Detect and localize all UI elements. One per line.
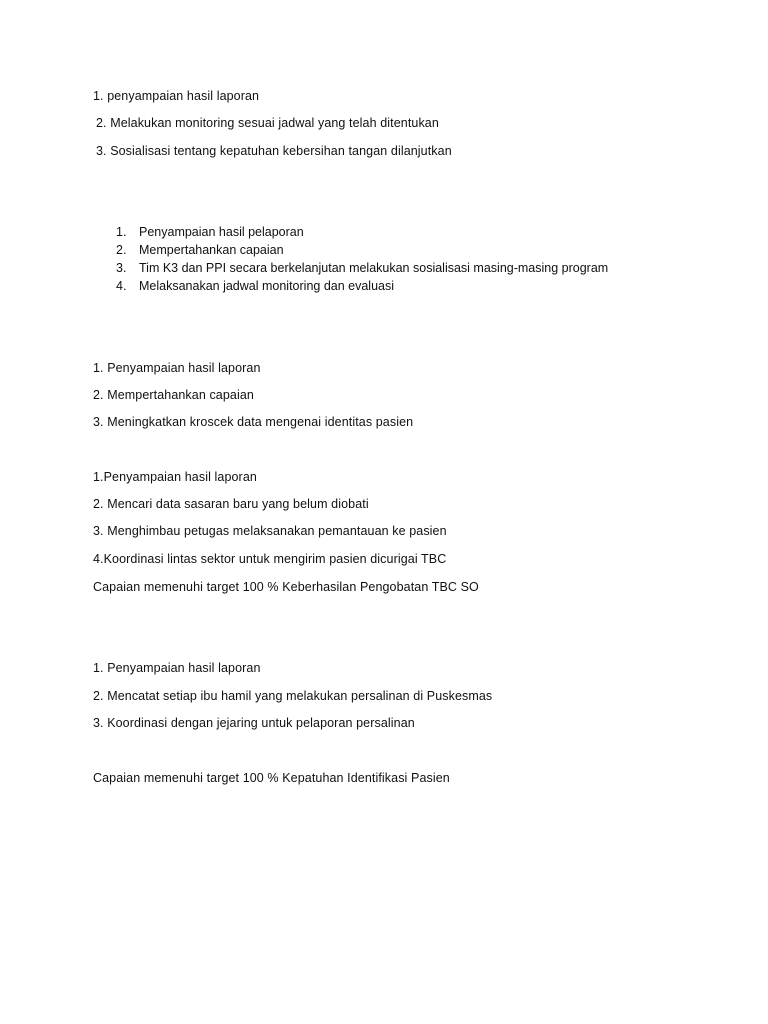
block3-item-2: 2. Mempertahankan capaian xyxy=(93,388,254,402)
block1-item-2: 2. Melakukan monitoring sesuai jadwal yang telah ditentukan xyxy=(96,116,439,130)
block6-achievement: Capaian memenuhi target 100 % Kepatuhan Identifikasi Pasien xyxy=(93,771,450,785)
block5-item-1: 1. Penyampaian hasil laporan xyxy=(93,661,261,675)
block2-item-3-text: Tim K3 dan PPI secara berkelanjutan melakukan sosialisasi masing-masing program xyxy=(139,261,609,275)
block2-item-3-number: 3. xyxy=(116,261,127,275)
block4-item-4: 4.Koordinasi lintas sektor untuk mengirim pasien dicurigai TBC xyxy=(93,552,447,566)
block3-item-1: 1. Penyampaian hasil laporan xyxy=(93,361,261,375)
block2-item-2-text: Mempertahankan capaian xyxy=(139,243,284,257)
block4-achievement: Capaian memenuhi target 100 % Keberhasilan Pengobatan TBC SO xyxy=(93,580,479,594)
block1-item-3: 3. Sosialisasi tentang kepatuhan kebersihan tangan dilanjutkan xyxy=(96,144,452,158)
block2-item-4-text: Melaksanakan jadwal monitoring dan evaluasi xyxy=(139,279,395,293)
block4-item-3: 3. Menghimbau petugas melaksanakan pemantauan ke pasien xyxy=(93,524,447,538)
block2-item-2-number: 2. xyxy=(116,243,127,257)
block5-item-3: 3. Koordinasi dengan jejaring untuk pelaporan persalinan xyxy=(93,716,415,730)
block2-item-4-number: 4. xyxy=(116,279,127,293)
block4-item-1: 1.Penyampaian hasil laporan xyxy=(93,470,257,484)
block2-item-1-number: 1. xyxy=(116,225,127,239)
block2-item-1-text: Penyampaian hasil pelaporan xyxy=(139,225,304,239)
block1-item-1: 1. penyampaian hasil laporan xyxy=(93,89,260,103)
block4-item-2: 2. Mencari data sasaran baru yang belum diobati xyxy=(93,497,369,511)
block3-item-3: 3. Meningkatkan kroscek data mengenai identitas pasien xyxy=(93,415,414,429)
block5-item-2: 2. Mencatat setiap ibu hamil yang melakukan persalinan di Puskesmas xyxy=(93,689,493,703)
